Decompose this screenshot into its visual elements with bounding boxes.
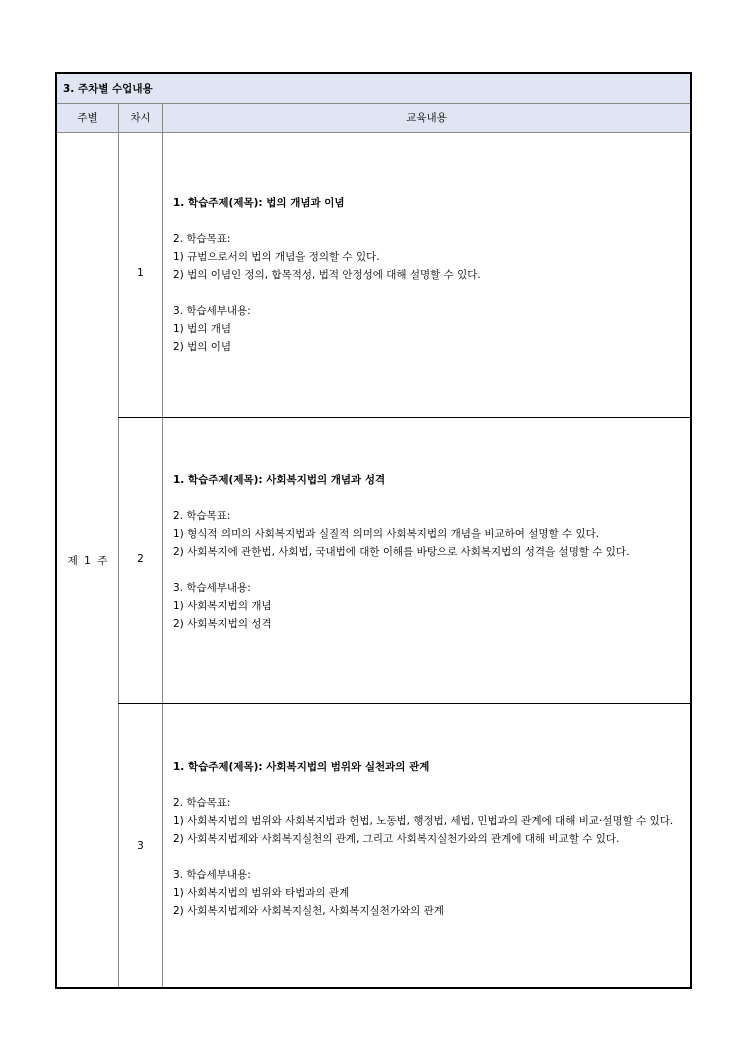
header-session: 차시 (130, 112, 151, 124)
details-label: 3. 학습세부내용: (173, 305, 251, 317)
row-divider (118, 417, 690, 418)
topic-title: 1. 학습주제(제목): 사회복지법의 개념과 성격 (173, 474, 386, 486)
session-content (173, 471, 693, 633)
header-week: 주별 (77, 112, 98, 124)
objective-item: 1) 규범으로서의 법의 개념을 정의할 수 있다. (173, 251, 380, 263)
detail-item: 1) 사회복지법의 범위와 타법과의 관계 (173, 887, 350, 899)
header-content: 교육내용 (406, 112, 447, 124)
session-number: 1 (137, 267, 144, 279)
objectives-label: 2. 학습목표: (173, 797, 231, 809)
session-content (173, 758, 693, 920)
detail-item: 1) 사회복지법의 개념 (173, 600, 272, 612)
column-divider (162, 104, 163, 987)
details-label: 3. 학습세부내용: (173, 869, 251, 881)
weekly-content-table (55, 72, 692, 989)
detail-item: 2) 사회복지법의 성격 (173, 618, 272, 630)
session-number: 3 (137, 840, 144, 852)
objective-item: 1) 형식적 의미의 사회복지법과 실질적 의미의 사회복지법의 개념을 비교하여 설명할 수 있다. (173, 528, 600, 540)
section-title: 3. 주차별 수업내용 (57, 74, 690, 104)
week-label: 제 1 주 (67, 554, 108, 567)
objective-item: 2) 법의 이념인 정의, 합목적성, 법적 안정성에 대해 설명할 수 있다. (173, 269, 481, 281)
objectives-label: 2. 학습목표: (173, 233, 231, 245)
topic-title: 1. 학습주제(제목): 사회복지법의 범위와 실천과의 관계 (173, 761, 430, 773)
table-header-row (57, 104, 690, 133)
detail-item: 2) 사회복지법제와 사회복지실천, 사회복지실천가와의 관계 (173, 905, 444, 917)
column-divider (118, 104, 119, 987)
objective-item: 2) 사회복지법제와 사회복지실천의 관계, 그리고 사회복지실천가와의 관계에 대해 비교할 수 있다. (173, 833, 620, 845)
session-content (173, 194, 693, 356)
objective-item: 1) 사회복지법의 범위와 사회복지법과 헌법, 노동법, 행정법, 세법, 민법과의 관계에 대해 비교·설명할 수 있다. (173, 815, 674, 827)
detail-item: 2) 법의 이념 (173, 341, 232, 353)
topic-title: 1. 학습주제(제목): 법의 개념과 이념 (173, 197, 345, 209)
session-number: 2 (137, 553, 144, 565)
row-divider (118, 703, 690, 704)
detail-item: 1) 법의 개념 (173, 323, 232, 335)
details-label: 3. 학습세부내용: (173, 582, 251, 594)
objectives-label: 2. 학습목표: (173, 510, 231, 522)
objective-item: 2) 사회복지에 관한법, 사회법, 국내법에 대한 이해를 바탕으로 사회복지법의 성격을 설명할 수 있다. (173, 546, 630, 558)
